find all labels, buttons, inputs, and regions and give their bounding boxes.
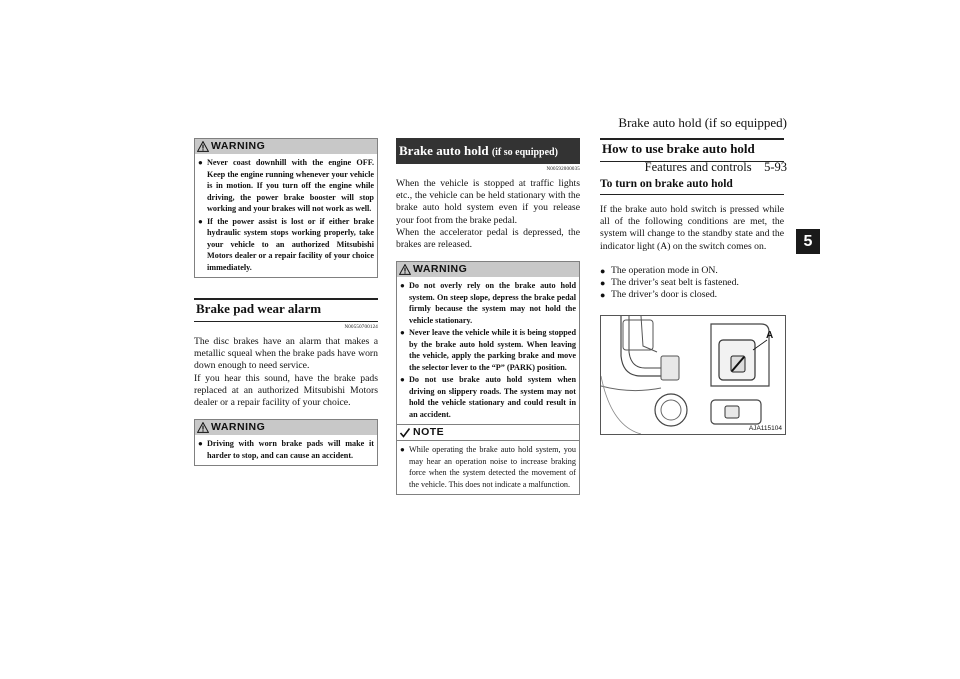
section-title-brake-auto-hold: Brake auto hold (if so equipped) xyxy=(396,138,580,164)
list-item: ● Never coast downhill with the engine OFF. Keep the engine running whenever your vehicle is in motion. If you turn off the engine while driving, the power brake booster will stop working and your brakes will not work as well. xyxy=(198,158,374,213)
section-title-brake-pad: Brake pad wear alarm xyxy=(194,298,378,322)
warning-triangle-icon xyxy=(197,422,209,433)
list-item: ● Driving with worn brake pads will make it harder to stop, and can cause an accident. xyxy=(198,439,374,460)
bullet-icon: ● xyxy=(600,290,606,301)
list-item: ● The driver’s door is closed. xyxy=(600,289,718,301)
warning-box xyxy=(396,261,580,425)
note-box xyxy=(396,425,580,495)
warning-header xyxy=(195,420,377,435)
section-code: N00592000035 xyxy=(546,167,580,172)
right-column xyxy=(600,138,784,435)
warning-box xyxy=(194,419,378,466)
bullet-icon: ● xyxy=(400,445,405,455)
paragraph: If you hear this sound, have the brake pads replaced at an authorized Mitsubishi Motors dealer or a repair facility of your choice. xyxy=(194,372,378,409)
bullet-icon: ● xyxy=(198,216,203,226)
bullet-icon: ● xyxy=(400,281,405,291)
warning-box xyxy=(194,138,378,278)
list-item: ● The driver’s seat belt is fastened. xyxy=(600,277,739,289)
subsection-title: To turn on brake auto hold xyxy=(600,178,784,195)
bullet-icon: ● xyxy=(400,375,405,385)
warning-title: WARNING xyxy=(211,139,266,152)
bullet-icon: ● xyxy=(600,265,606,276)
list-item: ● Do not overly rely on the brake auto hold system. On steep slope, depress the brake pedal firmly because the system may not hold the vehicle stationary. xyxy=(400,281,576,325)
bullet-icon: ● xyxy=(400,328,405,338)
console-switch-icon xyxy=(601,316,785,434)
note-title: NOTE xyxy=(413,425,445,438)
warning-header xyxy=(397,262,579,277)
callout-label: A xyxy=(766,330,774,342)
left-column xyxy=(194,138,378,466)
paragraph: When the accelerator pedal is depressed, the brakes are released. xyxy=(396,226,580,251)
page-number: 5-93 xyxy=(764,160,787,174)
chapter-tab: 5 xyxy=(796,229,820,254)
paragraph: When the vehicle is stopped at traffic lights etc., the vehicle can be held stationary with the brake auto hold system even if you release your foot from the brake pedal. xyxy=(396,178,580,226)
list-item: ● The operation mode in ON. xyxy=(600,264,718,276)
list-item: ● While operating the brake auto hold system, you may hear an operation noise to increase braking force when the system detected the movement of the vehicle. This does not indicate a malfunction. xyxy=(400,445,576,489)
section-code: N00550700124 xyxy=(344,325,378,330)
warning-header xyxy=(195,139,377,154)
bullet-icon: ● xyxy=(198,158,203,167)
section-title-how-to-use: How to use brake auto hold xyxy=(600,138,784,162)
paragraph: If the brake auto hold switch is pressed while all of the following conditions are met, the system will change to the standby state and the indicator light (A) on the switch comes on. xyxy=(600,204,784,252)
bullet-icon: ● xyxy=(600,278,606,289)
list-item: ● Never leave the vehicle while it is being stopped by the brake auto hold system. When leaving the vehicle, apply the parking brake and move the selector lever to the “P” (PARK) position. xyxy=(400,328,576,372)
list-item: ● Do not use brake auto hold system when driving on slippery roads. The system may not hold the vehicle stationary and could result in an accident. xyxy=(400,375,576,419)
figure-id: AJA115104 xyxy=(748,425,782,433)
list-item: ● If the power assist is lost or if either brake hydraulic system stops working properly, take your vehicle to an authorized Mitsubishi Motors dealer or a repair facility of your choice immediately. xyxy=(198,216,374,272)
switch-illustration xyxy=(600,315,786,435)
note-check-icon xyxy=(399,427,411,438)
warning-title: WARNING xyxy=(211,420,266,433)
page-label: Features and controls xyxy=(644,160,752,174)
paragraph: The disc brakes have an alarm that makes a metallic squeal when the brake pads have worn down enough to need service. xyxy=(194,336,378,372)
warning-title: WARNING xyxy=(413,262,468,275)
warning-triangle-icon xyxy=(197,141,209,152)
middle-column xyxy=(396,138,580,495)
bullet-icon: ● xyxy=(198,439,203,449)
running-title: Brake auto hold (if so equipped) xyxy=(618,115,787,130)
note-header xyxy=(397,425,579,441)
warning-triangle-icon xyxy=(399,264,411,275)
